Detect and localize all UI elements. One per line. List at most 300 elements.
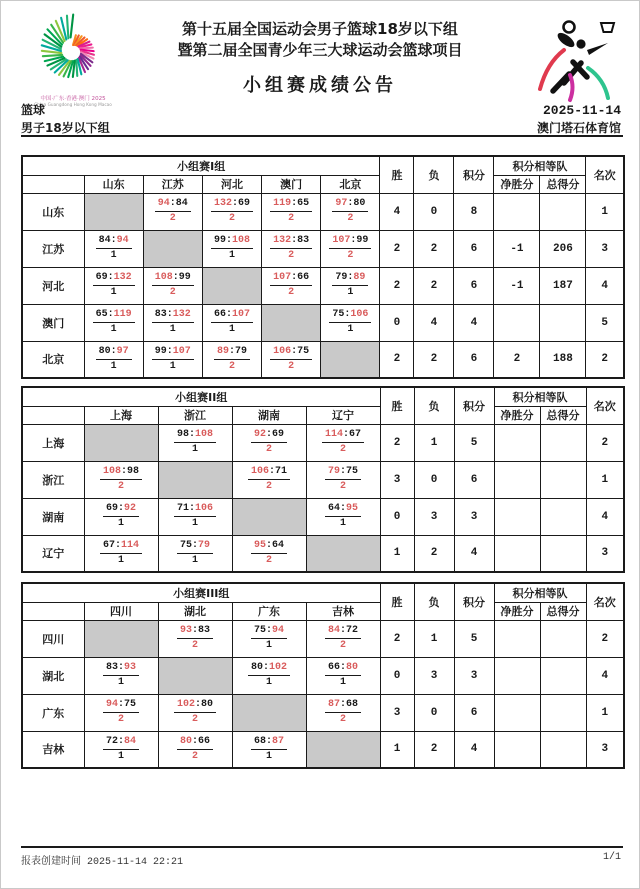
score-fraction (103, 736, 139, 763)
away-score: 75 (124, 699, 137, 710)
match-score: 75:106 (329, 309, 371, 323)
match-score: 71:106 (174, 503, 216, 517)
match-score: 94:75 (103, 699, 139, 713)
team-row (22, 498, 624, 535)
score-fraction (251, 540, 287, 567)
total-cell (540, 694, 586, 731)
losses-cell: 3 (414, 657, 454, 694)
match-score-cell (321, 193, 380, 230)
opponent-header: 四川 (84, 602, 158, 620)
rank-cell: 4 (586, 498, 624, 535)
team-name-cell: 吉林 (22, 731, 84, 768)
match-score-cell (306, 694, 380, 731)
away-score: 69 (272, 429, 285, 440)
away-score: 106 (195, 503, 214, 514)
match-score: 119:65 (270, 198, 312, 212)
team-row (22, 461, 624, 498)
diff-cell: -1 (494, 230, 540, 267)
home-score: 84 (98, 235, 111, 246)
total-cell (540, 461, 586, 498)
away-score: 84 (175, 198, 188, 209)
away-score: 79 (198, 539, 211, 551)
match-points: 1 (191, 518, 198, 529)
tiebreak-header: 积分相等队 (494, 156, 586, 175)
team-name-cell: 广东 (22, 694, 84, 731)
match-score: 75:94 (251, 625, 287, 639)
title-block (131, 19, 509, 97)
match-score: 80:97 (96, 346, 132, 360)
team-name-cell: 四川 (22, 620, 84, 657)
match-score-cell (232, 535, 306, 572)
self-cell (143, 230, 202, 267)
emblem-caption-en: China Guangdong Hong Kong Macao (34, 102, 112, 108)
footer-divider (21, 846, 623, 848)
team-row (22, 341, 624, 378)
away-score: 66 (297, 272, 310, 283)
match-points: 1 (191, 554, 198, 566)
home-score: 99 (154, 345, 167, 357)
match-points: 1 (228, 324, 235, 335)
away-score: 89 (353, 272, 366, 283)
match-points: 1 (117, 677, 124, 688)
losses-cell: 4 (414, 304, 454, 341)
team-row (22, 535, 624, 572)
basketball-pictogram-icon (531, 13, 617, 103)
wins-cell: 3 (380, 694, 414, 731)
home-score: 65 (95, 309, 108, 320)
home-score: 132 (213, 198, 232, 209)
match-score: 83:132 (152, 309, 194, 323)
wins-cell: 1 (380, 535, 414, 572)
match-score: 79:89 (332, 272, 368, 286)
match-score-cell (202, 304, 261, 341)
home-score: 93 (179, 625, 192, 636)
home-score: 75 (332, 309, 345, 320)
match-score: 69:92 (103, 503, 139, 517)
home-score: 92 (253, 429, 266, 440)
wins-cell: 2 (380, 341, 414, 378)
rank-cell: 2 (586, 424, 624, 461)
away-score: 108 (231, 235, 250, 246)
away-score: 65 (297, 198, 310, 209)
self-cell (306, 535, 380, 572)
match-score: 97:80 (332, 198, 368, 212)
match-score: 67:114 (100, 540, 142, 554)
match-score: 106:71 (248, 466, 290, 480)
match-score-cell (84, 731, 158, 768)
match-points: 1 (347, 324, 354, 335)
rank-cell: 2 (586, 341, 624, 378)
away-score: 107 (172, 345, 191, 357)
group-header-row (22, 156, 624, 175)
total-cell: 187 (540, 267, 586, 304)
header-divider (21, 135, 623, 137)
event-title-line2: 暨第二届全国青少年三大球运动会篮球项目 (177, 41, 463, 59)
score-fraction (332, 272, 368, 299)
score-fraction (325, 466, 361, 493)
meta-right (537, 103, 621, 136)
group-tables (21, 155, 623, 769)
away-score: 68 (346, 699, 359, 710)
team-name-cell: 上海 (22, 424, 84, 461)
win-header: 胜 (380, 583, 414, 620)
score-fraction (251, 429, 287, 456)
home-score: 108 (154, 272, 173, 283)
home-score: 107 (273, 272, 292, 283)
match-score-cell (321, 267, 380, 304)
loss-header: 负 (414, 387, 454, 424)
match-score-cell (232, 731, 306, 768)
match-points: 1 (117, 518, 124, 529)
team-name-cell: 河北 (22, 267, 84, 304)
rank-header: 名次 (586, 583, 624, 620)
score-fraction (248, 662, 290, 689)
away-score: 84 (124, 735, 137, 747)
emblem-caption: 中国·广东·香港·澳门 2025 (40, 95, 106, 102)
team-name-cell: 湖北 (22, 657, 84, 694)
match-score-cell (262, 230, 321, 267)
rank-header: 名次 (586, 156, 624, 193)
match-points: 2 (288, 360, 295, 372)
score-fraction (103, 503, 139, 530)
team-row (22, 193, 624, 230)
team-row (22, 230, 624, 267)
home-score: 72 (105, 735, 118, 747)
score-fraction (270, 235, 312, 262)
match-points: 2 (191, 750, 198, 762)
match-score: 79:75 (325, 466, 361, 480)
match-score: 68:87 (251, 736, 287, 750)
home-score: 75 (253, 625, 266, 636)
match-score: 95:64 (251, 540, 287, 554)
away-score: 67 (349, 429, 362, 440)
home-score: 108 (102, 466, 121, 477)
page-title: 小组赛成绩公告 (243, 75, 397, 96)
match-score-cell (262, 267, 321, 304)
score-fraction (325, 503, 361, 530)
score-fraction (211, 235, 253, 262)
team-row (22, 267, 624, 304)
match-points: 2 (288, 213, 295, 224)
match-score: 108:98 (100, 466, 142, 480)
rank-header: 名次 (586, 387, 624, 424)
match-score-cell (158, 535, 232, 572)
total-cell: 206 (540, 230, 586, 267)
match-score-cell (84, 230, 143, 267)
match-score: 132:83 (270, 235, 312, 249)
away-score: 87 (272, 735, 285, 747)
match-score: 80:102 (248, 662, 290, 676)
points-cell: 4 (454, 535, 494, 572)
match-score: 93:83 (177, 625, 213, 639)
home-score: 95 (253, 539, 266, 551)
match-score: 84:72 (325, 625, 361, 639)
match-points: 2 (191, 714, 198, 725)
match-points: 2 (191, 640, 198, 651)
rank-cell: 3 (586, 731, 624, 768)
opponent-header: 吉林 (306, 602, 380, 620)
away-score: 94 (116, 235, 129, 246)
away-score: 119 (113, 309, 132, 320)
total-header: 总得分 (540, 175, 586, 193)
score-fraction (177, 625, 213, 652)
home-score: 98 (176, 429, 189, 440)
corner-cell (22, 406, 84, 424)
match-score-cell (84, 267, 143, 304)
score-fraction (93, 272, 135, 299)
home-score: 79 (335, 272, 348, 283)
score-fraction (174, 429, 216, 456)
away-score: 97 (116, 345, 129, 357)
match-score-cell (262, 193, 321, 230)
match-points: 1 (110, 287, 117, 298)
away-score: 107 (231, 309, 250, 320)
report-date: 2025-11-14 (542, 103, 621, 118)
points-cell: 6 (454, 461, 494, 498)
match-score-cell (232, 657, 306, 694)
away-score: 80 (201, 699, 214, 710)
match-points: 2 (347, 213, 354, 224)
away-score: 132 (113, 272, 132, 283)
diff-cell (494, 304, 540, 341)
points-cell: 8 (454, 193, 494, 230)
home-score: 68 (253, 735, 266, 747)
points-cell: 6 (454, 267, 494, 304)
away-score: 83 (198, 625, 211, 636)
match-points: 1 (169, 324, 176, 335)
opponents-header-row (22, 602, 624, 620)
group-label: 小组赛II组 (22, 387, 380, 406)
home-score: 69 (95, 272, 108, 283)
match-score-cell (306, 424, 380, 461)
footer-created-time: 报表创建时间 2025-11-14 22:21 (21, 857, 184, 868)
losses-cell: 0 (414, 461, 454, 498)
away-score: 69 (237, 198, 250, 209)
diff-cell (494, 694, 540, 731)
match-points: 1 (110, 360, 117, 372)
points-cell: 4 (454, 731, 494, 768)
away-score: 66 (198, 735, 211, 747)
diff-cell (494, 657, 540, 694)
home-score: 87 (328, 699, 341, 710)
match-score-cell (321, 304, 380, 341)
self-cell (321, 341, 380, 378)
losses-cell: 2 (414, 267, 454, 304)
match-points: 1 (265, 677, 272, 688)
match-points: 2 (117, 714, 124, 725)
losses-cell: 2 (414, 230, 454, 267)
wins-cell: 2 (380, 620, 414, 657)
match-score-cell (202, 193, 261, 230)
match-points: 1 (347, 287, 354, 298)
away-score: 64 (272, 539, 285, 551)
home-score: 80 (179, 735, 192, 747)
match-score-cell (84, 304, 143, 341)
score-fraction (96, 346, 132, 373)
self-cell (306, 731, 380, 768)
match-score: 83:93 (103, 662, 139, 676)
group-table-3 (21, 582, 625, 769)
diff-header: 净胜分 (494, 406, 540, 424)
national-games-emblem (25, 11, 121, 113)
away-score: 92 (124, 503, 137, 514)
match-points: 2 (265, 554, 272, 566)
score-fraction (329, 309, 371, 336)
home-score: 94 (105, 699, 118, 710)
match-score-cell (84, 657, 158, 694)
match-score-cell (143, 193, 202, 230)
score-fraction (155, 198, 191, 225)
match-points: 1 (265, 750, 272, 762)
self-cell (158, 657, 232, 694)
losses-cell: 0 (414, 694, 454, 731)
home-score: 64 (327, 503, 340, 514)
match-score-cell (84, 694, 158, 731)
self-cell (232, 498, 306, 535)
loss-header: 负 (414, 583, 454, 620)
win-header: 胜 (380, 387, 414, 424)
match-score-cell (202, 230, 261, 267)
home-score: 83 (154, 309, 167, 320)
rank-cell: 5 (586, 304, 624, 341)
diff-header: 净胜分 (494, 175, 540, 193)
corner-cell (22, 602, 84, 620)
home-score: 99 (213, 235, 226, 246)
home-score: 71 (176, 503, 189, 514)
opponent-header: 江苏 (143, 175, 202, 193)
loss-header: 负 (414, 156, 454, 193)
rank-cell: 1 (586, 461, 624, 498)
match-score: 102:80 (174, 699, 216, 713)
score-fraction (270, 272, 312, 299)
away-score: 79 (234, 345, 247, 357)
match-score-cell (84, 498, 158, 535)
wins-cell: 1 (380, 731, 414, 768)
points-cell: 3 (454, 498, 494, 535)
away-score: 93 (124, 662, 137, 673)
match-score: 80:66 (177, 736, 213, 750)
team-name-cell: 湖南 (22, 498, 84, 535)
points-cell: 5 (454, 424, 494, 461)
losses-cell: 3 (414, 498, 454, 535)
score-fraction (152, 309, 194, 336)
score-fraction (177, 736, 213, 763)
match-score-cell (232, 461, 306, 498)
emblem-spiral-icon (28, 11, 118, 95)
score-fraction (270, 198, 312, 225)
match-score-cell (84, 461, 158, 498)
event-title-line1: 第十五届全国运动会男子篮球18岁以下组 (182, 20, 458, 38)
meta-left (21, 103, 110, 136)
wins-cell: 4 (380, 193, 414, 230)
self-cell (84, 424, 158, 461)
total-cell (540, 193, 586, 230)
losses-cell: 0 (414, 193, 454, 230)
match-points: 2 (117, 481, 124, 492)
match-points: 1 (117, 750, 124, 762)
score-fraction (211, 198, 253, 225)
category-label: 男子18岁以下组 (21, 121, 110, 135)
score-fraction (270, 346, 312, 373)
self-cell (232, 694, 306, 731)
match-score: 99:107 (152, 346, 194, 360)
diff-cell (494, 620, 540, 657)
home-score: 106 (250, 466, 269, 477)
home-score: 75 (179, 539, 192, 551)
report-header (1, 1, 639, 138)
diff-cell (494, 731, 540, 768)
opponent-header: 山东 (84, 175, 143, 193)
group-table-2 (21, 386, 625, 573)
match-score: 132:69 (211, 198, 253, 212)
score-fraction (251, 625, 287, 652)
score-fraction (100, 466, 142, 493)
home-score: 79 (327, 466, 340, 477)
rank-cell: 3 (586, 230, 624, 267)
match-score-cell (158, 620, 232, 657)
rank-cell: 1 (586, 193, 624, 230)
group-header-row (22, 583, 624, 602)
match-score: 94:84 (155, 198, 191, 212)
points-header: 积分 (454, 583, 494, 620)
match-score: 75:79 (177, 540, 213, 554)
match-points: 1 (110, 250, 117, 261)
rank-cell: 4 (586, 267, 624, 304)
opponent-header: 北京 (321, 175, 380, 193)
tiebreak-header: 积分相等队 (494, 583, 586, 602)
match-score-cell (143, 341, 202, 378)
home-score: 80 (250, 662, 263, 673)
match-score: 84:94 (96, 235, 132, 249)
opponent-header: 湖南 (232, 406, 306, 424)
match-score-cell (306, 620, 380, 657)
opponent-header: 辽宁 (306, 406, 380, 424)
match-score: 72:84 (103, 736, 139, 750)
team-row (22, 620, 624, 657)
losses-cell: 2 (414, 341, 454, 378)
score-fraction (214, 346, 250, 373)
total-cell (540, 657, 586, 694)
points-header: 积分 (454, 387, 494, 424)
match-score: 66:80 (325, 662, 361, 676)
opponents-header-row (22, 175, 624, 193)
match-score: 87:68 (325, 699, 361, 713)
away-score: 75 (297, 345, 310, 357)
match-points: 2 (340, 481, 347, 492)
footer-page-number: 1/1 (602, 852, 621, 863)
rank-cell: 3 (586, 535, 624, 572)
home-score: 94 (157, 198, 170, 209)
match-score: 89:79 (214, 346, 250, 360)
match-score-cell (306, 461, 380, 498)
points-header: 积分 (454, 156, 494, 193)
score-fraction (211, 309, 253, 336)
match-points: 2 (340, 714, 347, 725)
total-header: 总得分 (540, 406, 586, 424)
match-score-cell (158, 424, 232, 461)
score-fraction (93, 309, 135, 336)
wins-cell: 3 (380, 461, 414, 498)
wins-cell: 2 (380, 267, 414, 304)
points-cell: 4 (454, 304, 494, 341)
match-points: 1 (340, 518, 347, 529)
opponent-header: 广东 (232, 602, 306, 620)
score-fraction (100, 540, 142, 567)
home-score: 97 (335, 198, 348, 209)
points-cell: 5 (454, 620, 494, 657)
match-score-cell (306, 498, 380, 535)
team-row (22, 694, 624, 731)
